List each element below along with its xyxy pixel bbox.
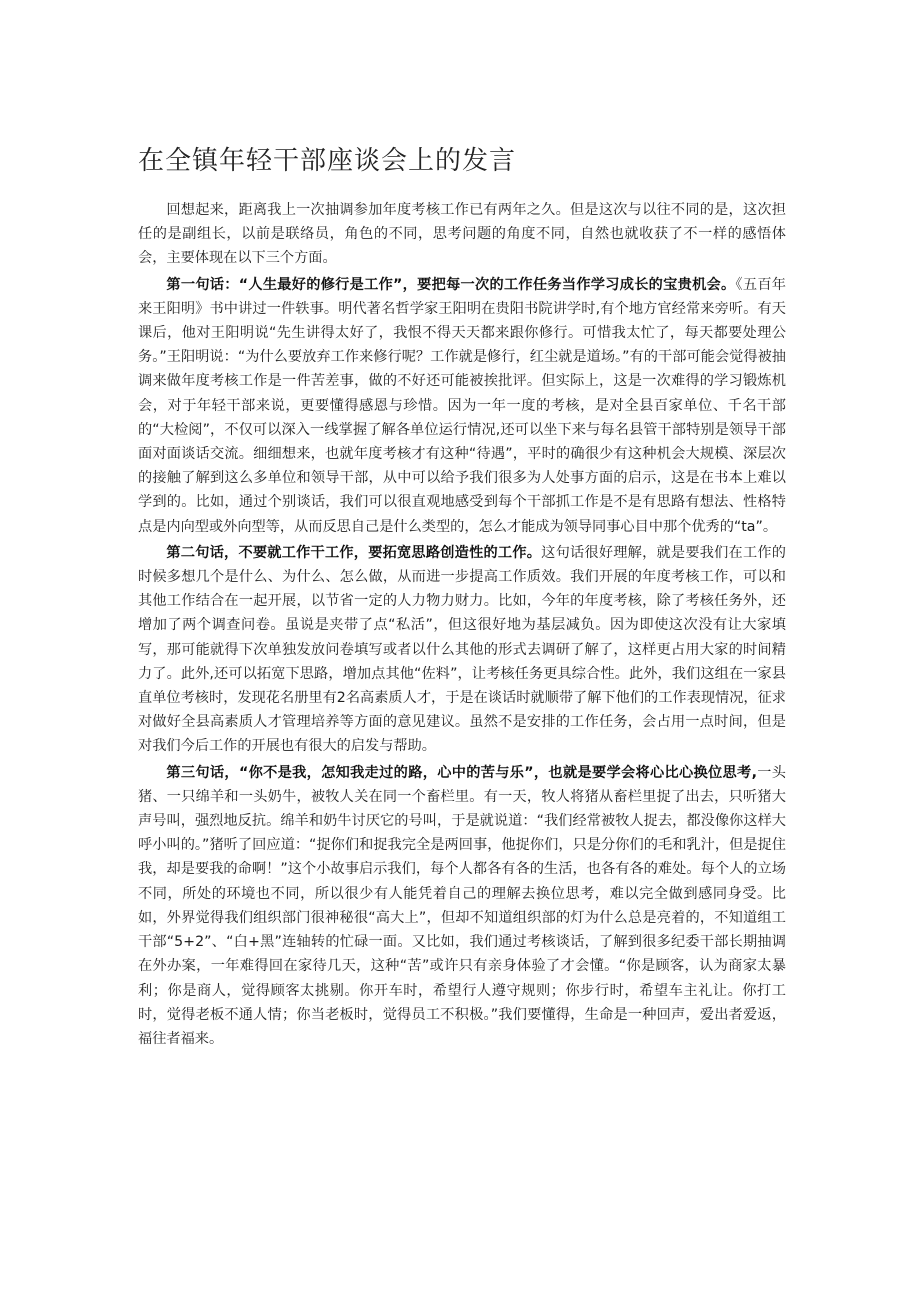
- section-heading-2: 第二句话，不要就工作干工作，要拓宽思路创造性的工作。: [166, 544, 542, 561]
- intro-paragraph: 回想起来，距离我上一次抽调参加年度考核工作已有两年之久。但是这次与以往不同的是，这次担任的是副组长，以前是联络员，角色的不同，思考问题的角度不同，自然也就收获了不一样的感悟体会，主要体现在以下三个方面。: [138, 202, 786, 267]
- section-body-1: 《五百年来王阳明》书中讲过一件轶事。明代著名哲学家王阳明在贵阳书院讲学时,有个地方官经常来旁听。有天课后，他对王阳明说“先生讲得太好了，我恨不得天天都来跟你修行。可惜我太忙了，每天都要处理公务。”王阳明说：“为什么要放弃工作来修行呢？工作就是修行，红尘就是道场。”有的干部可能会觉得被抽调来做年度考核工作是一件苦差事，做的不好还可能被挨批评。但实际上，这是一次难得的学习锻炼机会，对于年轻干部来说，更要懂得感恩与珍惜。因为一年一度的考核，是对全县百家单位、千名干部的“大检阅”，不仅可以深入一线掌握了解各单位运行情况,还可以坐下来与每名县管干部特别是领导干部面对面谈话交流。细细想来，也就年度考核才有这种“待遇”，平时的确很少有这种机会大规模、深层次的接触了解到这么多单位和领导干部，从中可以给予我们很多为人处事方面的启示，这是在书本上难以学到的。比如，通过个别谈话，我们可以很直观地感受到每个干部抓工作是不是有思路有想法、性格特点是内向型或外向型等，从而反思自己是什么类型的，怎么才能成为领导同事心目中那个优秀的“ta”。: [138, 276, 786, 535]
- section-paragraph-2: [138, 541, 786, 759]
- section-paragraph-3: [138, 761, 786, 1051]
- section-heading-3: 第三句话，“你不是我，怎知我走过的路，心中的苦与乐”，也就是要学会将心比心换位思考,: [166, 764, 757, 781]
- section-heading-1: 第一句话：“人生最好的修行是工作”，要把每一次的工作任务当作学习成长的宝贵机会。: [166, 276, 736, 293]
- section-body-3: 一头猪、一只绵羊和一头奶牛，被牧人关在同一个畜栏里。有一天，牧人将猪从畜栏里捉了出去，只听猪大声号叫，强烈地反抗。绵羊和奶牛讨厌它的号叫，于是就说道：“我们经常被牧人捉去，都没像你这样大呼小叫的。”猪听了回应道：“捉你们和捉我完全是两回事，他捉你们，只是分你们的毛和乳汁，但是捉住我，却是要我的命啊！”这个小故事启示我们，每个人都各有各的生活，也各有各的难处。每个人的立场不同，所处的环境也不同，所以很少有人能凭着自己的理解去换位思考，难以完全做到感同身受。比如，外界觉得我们组织部门很神秘很“高大上”，但却不知道组织部的灯为什么总是亮着的，不知道组工干部“5+2”、“白+黑”连轴转的忙碌一面。又比如，我们通过考核谈话，了解到很多纪委干部长期抽调在外办案，一年难得回在家待几天，这种“苦”或许只有亲身体验了才会懂。“你是顾客，认为商家太暴利；你是商人，觉得顾客太挑剔。你开车时，希望行人遵守规则；你步行时，希望车主礼让。你打工时，觉得老板不通人情；你当老板时，觉得员工不积极。”我们要懂得，生命是一种回声，爱出者爱返，福往者福来。: [138, 764, 786, 1047]
- section-paragraph-1: [138, 273, 786, 539]
- section-body-2: 这句话很好理解，就是要我们在工作的时候多想几个是什么、为什么、怎么做，从而进一步提高工作质效。我们开展的年度考核工作，可以和其他工作结合在一起开展，以节省一定的人力物力财力。比如，今年的年度考核，除了考核任务外，还增加了两个调查问卷。虽说是夹带了点“私活”，但这很好地为基层减负。因为即使这次没有让大家填写，那可能就得下次单独发放问卷填写或者以什么其他的形式去调研了解了，这样更占用大家的时间精力了。此外,还可以拓宽下思路，增加点其他“佐料”，让考核任务更具综合性。此外，我们这组在一家县直单位考核时，发现花名册里有2名高素质人才，于是在谈话时就顺带了解下他们的工作表现情况，征求对做好全县高素质人才管理培养等方面的意见建议。虽然不是安排的工作任务，会占用一点时间，但是对我们今后工作的开展也有很大的启发与帮助。: [138, 544, 786, 755]
- document-title: 在全镇年轻干部座谈会上的发言: [138, 146, 517, 176]
